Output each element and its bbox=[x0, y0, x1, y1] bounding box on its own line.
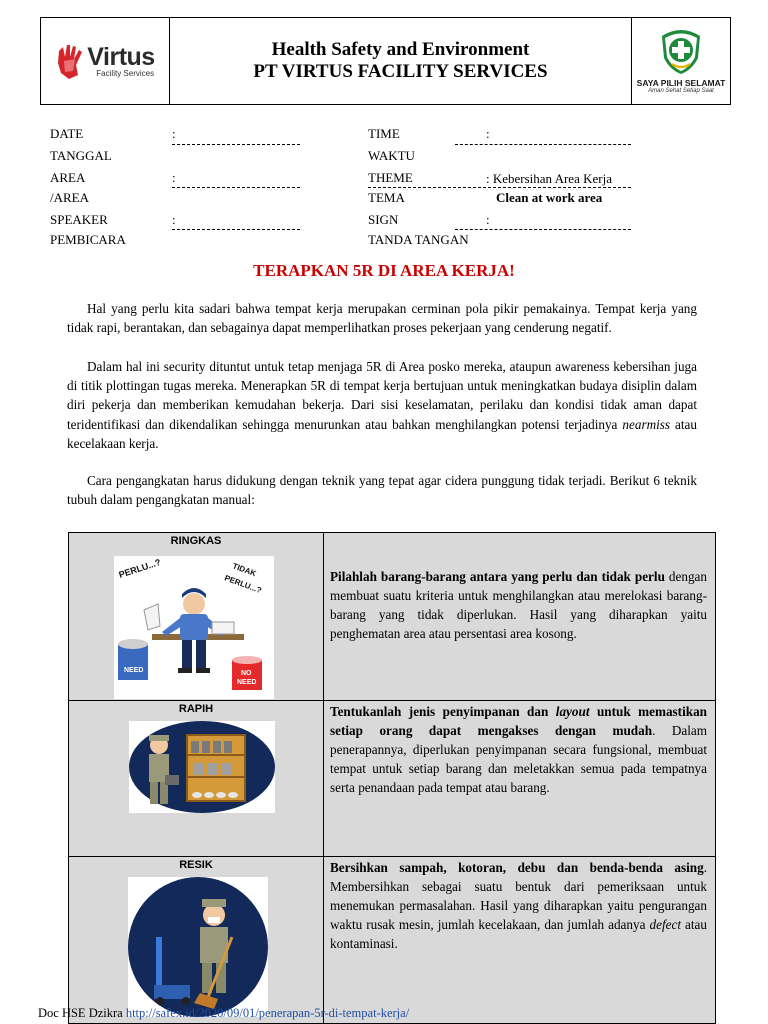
header-title-block bbox=[170, 18, 632, 104]
footer-prefix: Doc HSE Dzikra bbox=[38, 1006, 126, 1020]
company-name: PT VIRTUS FACILITY SERVICES bbox=[253, 61, 548, 82]
table-row bbox=[69, 857, 715, 1023]
badge-title: SAYA PILIH SELAMAT bbox=[636, 78, 726, 88]
paragraph-2: Dalam hal ini security dituntut untuk tetap menjaga 5R di Area posko mereka, ataupun awareness kebersihan juga di titik plottingan tugas mereka. Menerapkan 5R di tempat kerja bertujuan untuk meningkatkan budaya disiplin dalam diri pekerja dan memberikan kemudahan bekerja. Dari sisi keselamatan, perilaku dan kondisi tidak aman dapat teridentifikasi dan dikendalikan sehingga menurunkan atau bahkan menghilangkan potensi terjadinya nearmiss atau kecelakaan kerja. bbox=[67, 359, 697, 451]
time-colon: : bbox=[486, 126, 490, 141]
time-field-line[interactable] bbox=[455, 144, 631, 145]
table-row bbox=[69, 533, 715, 701]
page-heading: TERAPKAN 5R DI AREA KERJA! bbox=[253, 261, 515, 280]
row-text-rapih: Tentukanlah jenis penyimpanan dan layout untuk memastikan setiap orang dapat mengakses dengan mudah. Dalam penerapannya, diperlukan penyimpanan secara fungsional, membuat tempat untuk setiap barang dan meletakkan semua pada tempatnya serta penandaan pada tempat atau barang. bbox=[324, 701, 715, 856]
safety-badge bbox=[632, 18, 730, 104]
row-label-resik: RESIK bbox=[179, 859, 213, 871]
pembicara-label: PEMBICARA bbox=[50, 232, 126, 247]
logo-name: Virtus bbox=[87, 42, 155, 71]
sort-illustration bbox=[114, 556, 274, 699]
date-field-line[interactable] bbox=[172, 144, 300, 145]
speaker-label: SPEAKER bbox=[50, 212, 108, 227]
area-colon: : bbox=[172, 170, 176, 185]
row-text-resik: Bersihkan sampah, kotoran, debu dan benda-benda asing. Membersihkan sebagai suatu bentuk dari pemeriksaan untuk menemukan permasalahan. Hasil yang diharapkan yaitu pengurangan waktu rusak mesin, jumlah kecelakaan, dan jumlah adanya defect atau kontaminasi. bbox=[324, 857, 715, 1023]
company-logo bbox=[41, 18, 170, 104]
row-label-ringkas: RINGKAS bbox=[170, 535, 222, 547]
table-row bbox=[69, 701, 715, 857]
no-need-text-2: NEED bbox=[237, 679, 257, 686]
speaker-colon: : bbox=[172, 212, 176, 227]
set-in-order-illustration bbox=[129, 721, 275, 813]
tanggal-label: TANGGAL bbox=[50, 148, 112, 163]
footer bbox=[38, 1006, 409, 1021]
tanda-tangan-label: TANDA TANGAN bbox=[368, 232, 469, 247]
virtus-hand-icon bbox=[55, 41, 85, 81]
perlu-text: PERLU...? bbox=[117, 556, 163, 580]
tidak-perlu-text: PERLU...? bbox=[223, 573, 263, 596]
theme-field-line bbox=[368, 187, 631, 188]
area-label: AREA bbox=[50, 170, 86, 185]
speaker-field-line[interactable] bbox=[172, 229, 300, 230]
area-field-line[interactable] bbox=[172, 187, 300, 188]
date-label: DATE bbox=[50, 126, 84, 141]
logo-subtitle: Facility Services bbox=[96, 68, 155, 78]
no-need-text-1: NO bbox=[241, 670, 252, 677]
theme-value: : Kebersihan Area Kerja bbox=[486, 171, 612, 186]
tema-value: Clean at work area bbox=[496, 190, 603, 205]
sign-label: SIGN bbox=[368, 212, 399, 227]
sign-colon: : bbox=[486, 212, 490, 227]
row-label-rapih: RAPIH bbox=[178, 703, 214, 715]
document-header bbox=[40, 17, 731, 105]
shine-illustration bbox=[128, 877, 268, 1017]
waktu-label: WAKTU bbox=[368, 148, 415, 163]
theme-label: THEME bbox=[368, 170, 413, 185]
header-title: Health Safety and Environment bbox=[271, 39, 530, 60]
five-r-table bbox=[68, 532, 716, 1024]
need-text: NEED bbox=[124, 667, 144, 674]
tema-label: TEMA bbox=[368, 190, 405, 205]
badge-tagline: Aman Sehat Setiap Saat bbox=[648, 88, 714, 94]
date-colon: : bbox=[172, 126, 176, 141]
tidak-text: TIDAK bbox=[231, 561, 258, 579]
area-sub-label: /AREA bbox=[50, 190, 89, 205]
paragraph-3: Cara pengangkatan harus didukung dengan teknik yang tepat agar cidera punggung tidak terjadi. Berikut 6 teknik tubuh dalam pengangkatan manual: bbox=[67, 473, 697, 508]
sign-field-line[interactable] bbox=[455, 229, 631, 230]
paragraph-1: Hal yang perlu kita sadari bahwa tempat kerja merupakan cerminan pola pikir pemakainya. Tempat kerja yang tidak rapi, berantakan, dan sebagainya dapat memperlihatkan proses pekerjaan yang cenderung negatif. bbox=[67, 301, 697, 336]
shield-cross-icon bbox=[658, 28, 704, 76]
time-label: TIME bbox=[368, 126, 400, 141]
row-text-ringkas: Pilahlah barang-barang antara yang perlu dan tidak perlu dengan membuat suatu kriteria untuk menghilangkan atau merelokasi barang-barang yang tidak diperlukan. Hasil yang diharapkan yaitu penghematan area atau persentasi area kosong. bbox=[324, 533, 715, 700]
source-link[interactable]: http://safex.id/2020/09/01/penerapan-5r-di-tempat-kerja/ bbox=[125, 1006, 410, 1020]
